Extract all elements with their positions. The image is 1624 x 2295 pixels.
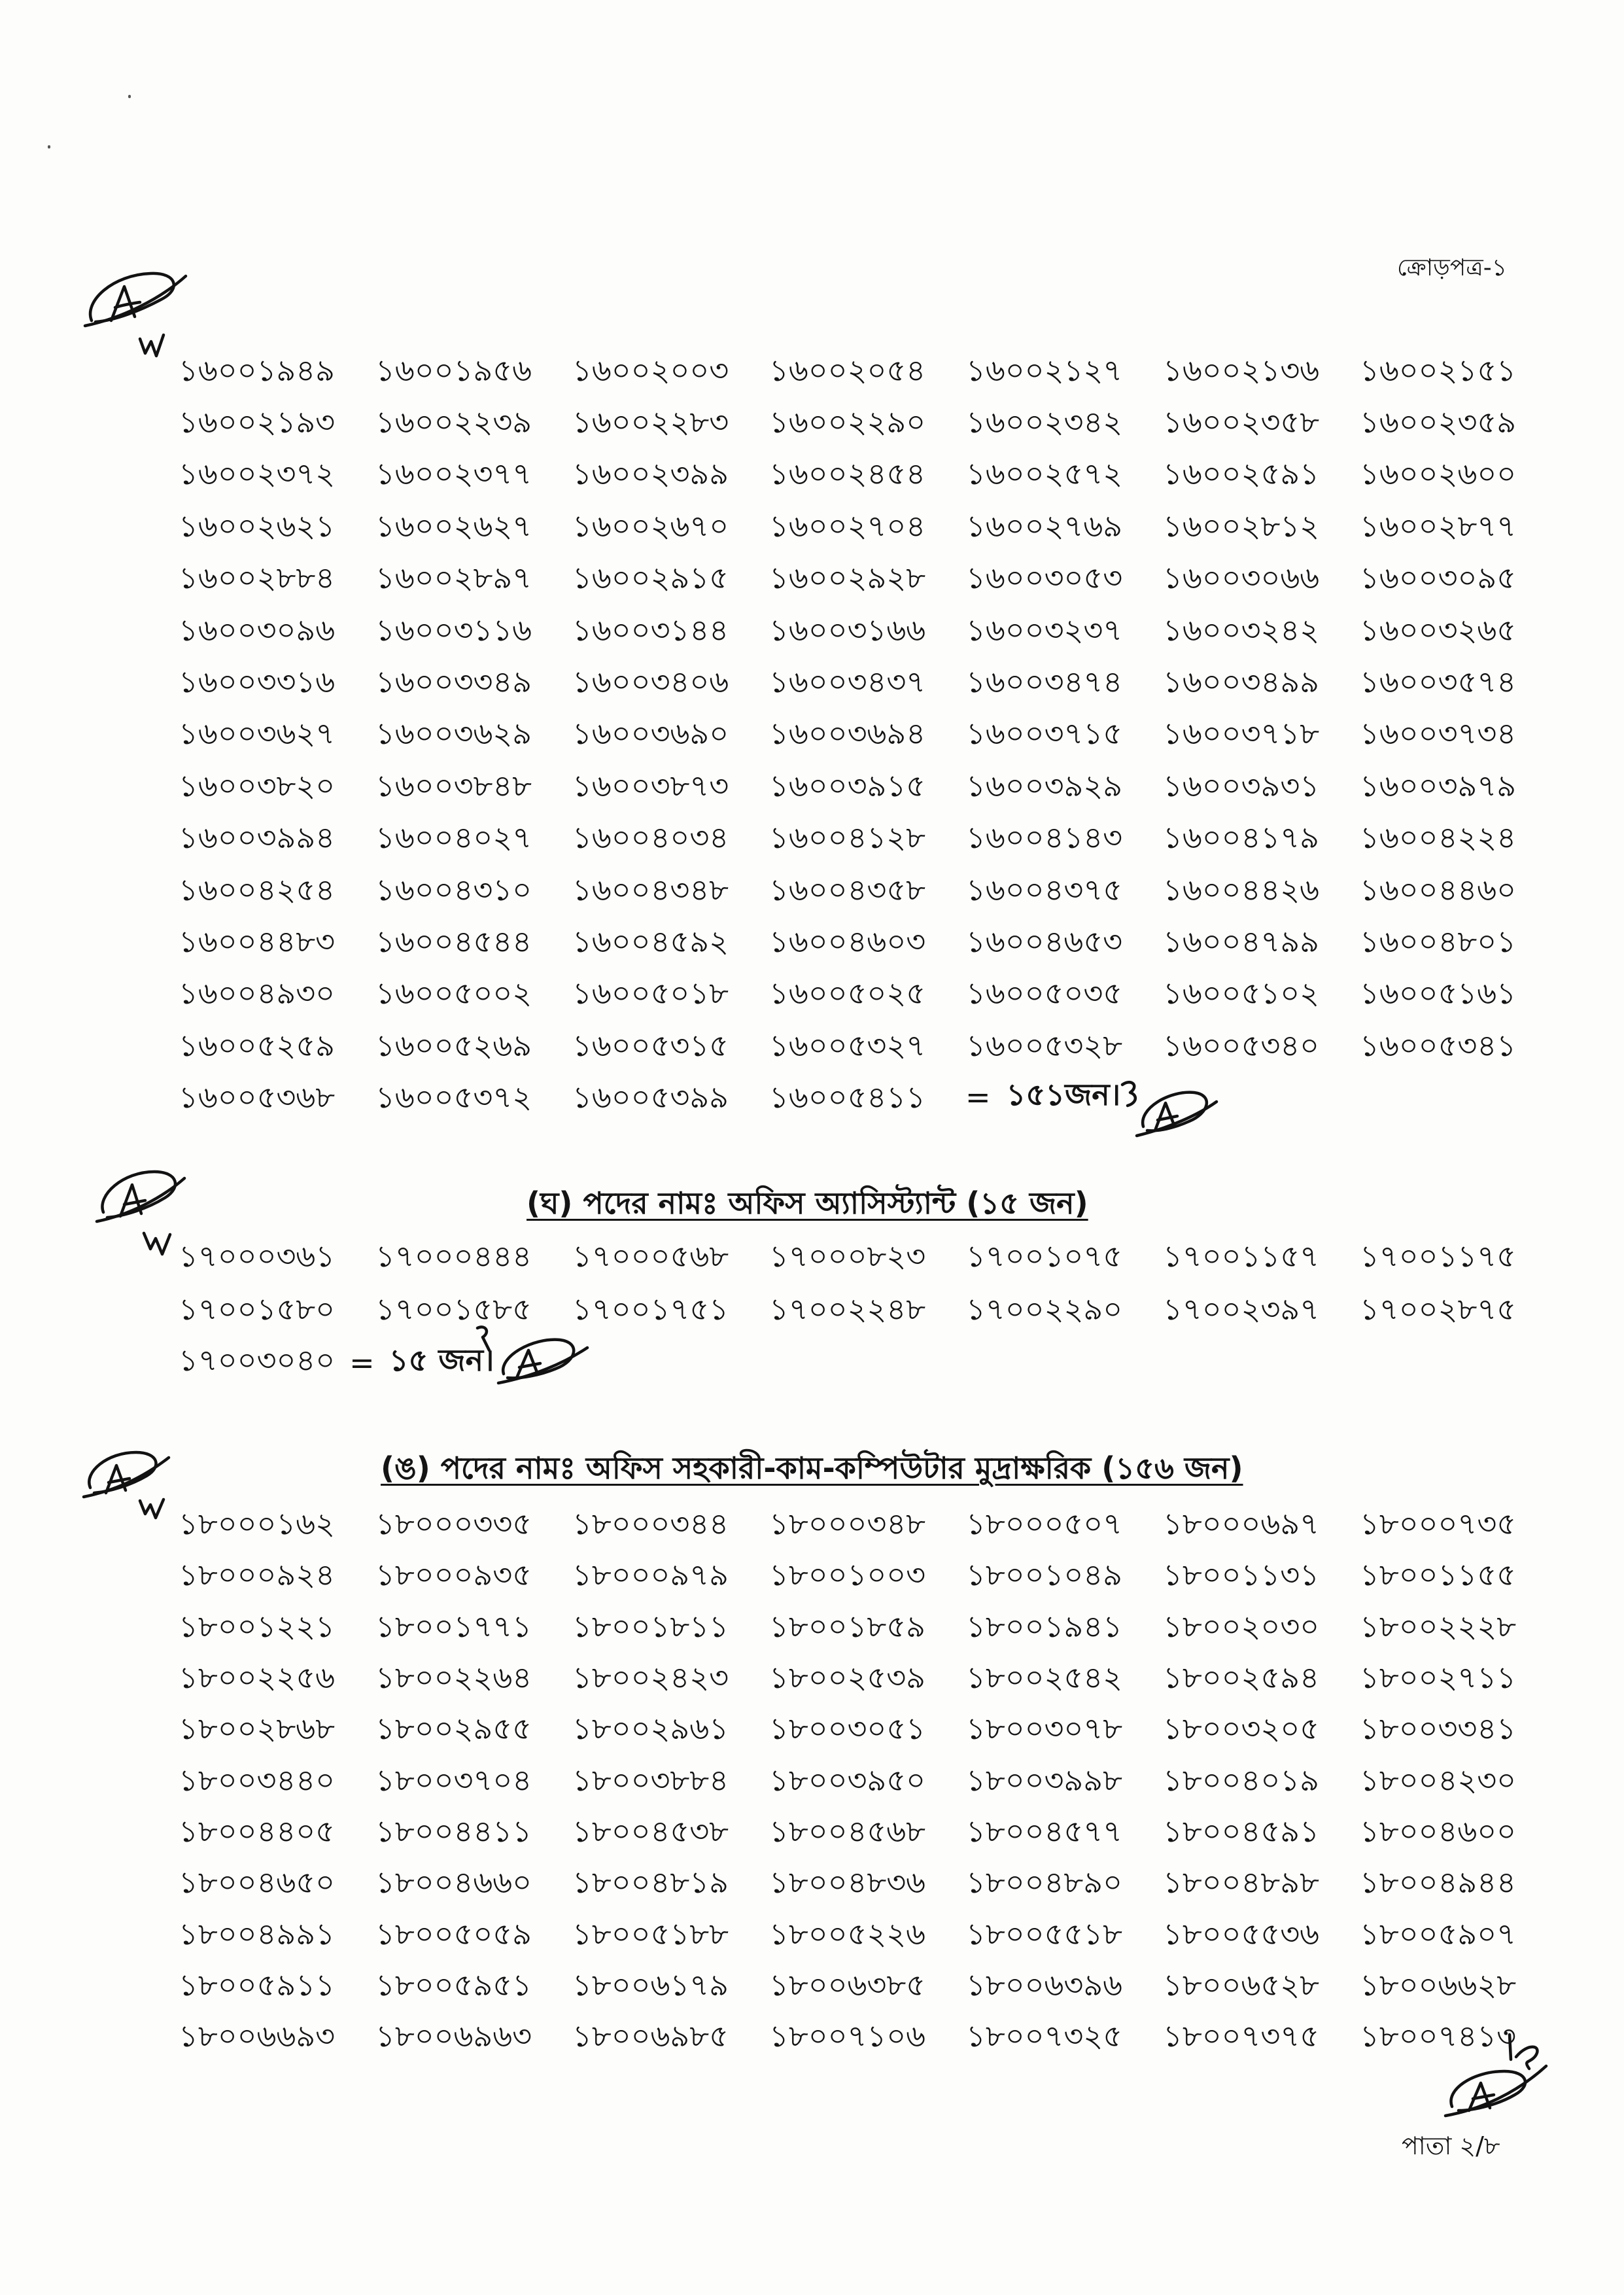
roll-number-list	[179, 1498, 1557, 2061]
roll-number: ১৬০০৩৪৭৪	[966, 664, 1123, 700]
roll-number: ১৬০০৩৭১৮	[1163, 716, 1320, 752]
roll-number-row	[179, 604, 1557, 656]
roll-number: ১৮০০১৮১১	[572, 1608, 729, 1644]
roll-number: ১৬০০২৮৮৪	[179, 560, 336, 596]
roll-number: ১৬০০৫৩৪১	[1360, 1027, 1517, 1063]
roll-number: ১৬০০৩০৫৩	[966, 560, 1123, 596]
roll-number: ১৮০০৪৬৬০	[375, 1865, 532, 1901]
roll-number-row	[179, 2010, 1557, 2061]
roll-number: ১৬০০৩২৩৭	[966, 612, 1123, 648]
roll-number: ১৬০০২২৩৯	[375, 404, 532, 440]
roll-number-row	[179, 915, 1557, 967]
roll-number-row	[179, 1908, 1557, 1959]
roll-number: ১৮০০২৪২৩	[572, 1660, 729, 1696]
roll-number: ১৮০০১০৪৯	[966, 1557, 1122, 1593]
roll-number: ১৮০০০৩৪৪	[572, 1506, 729, 1542]
roll-number: ১৮০০৫২২৬	[769, 1916, 926, 1952]
roll-number: ১৬০০৪৫৪৪	[375, 923, 532, 959]
roll-number-row	[179, 500, 1557, 552]
roll-number: ১৬০০৪৪৬০	[1360, 871, 1517, 907]
roll-number: ১৮০০৪৪০৫	[179, 1813, 335, 1849]
roll-number: ১৬০০৫৩১৫	[572, 1027, 729, 1063]
roll-number: ১৬০০২৬৭০	[572, 508, 729, 544]
roll-number-row	[179, 1549, 1557, 1600]
roll-number: ১৮০০২৫৯৪	[1163, 1660, 1319, 1696]
roll-number: ১৮০০০৭৩৫	[1360, 1506, 1517, 1542]
roll-number: ১৭০০১৫৮০	[179, 1291, 336, 1327]
roll-number: ১৬০০৪৩৭৫	[966, 871, 1123, 907]
roll-number-row	[179, 344, 1557, 396]
roll-number-list	[179, 1229, 1557, 1335]
roll-number: ১৮০০৬৬২৮	[1360, 1967, 1517, 2003]
roll-number: ১৬০০২৮৯৭	[375, 560, 532, 596]
roll-number-row	[179, 1806, 1557, 1857]
roll-number: ১৭০০২২৯০	[966, 1291, 1123, 1327]
roll-number: ১৬০০৪১২৮	[769, 820, 926, 856]
roll-number: ১৮০০৩৪৪০	[179, 1762, 336, 1798]
roll-number: ১৬০০৫৩২৮	[966, 1027, 1123, 1063]
roll-number: ১৬০০১৯৫৬	[375, 352, 532, 388]
equals-sign: =	[349, 1345, 375, 1380]
roll-number: ১৬০০৫১০২	[1163, 975, 1320, 1011]
roll-number-row	[179, 1071, 1557, 1123]
roll-number: ১৬০০২৬২৭	[375, 508, 532, 544]
roll-number: ১৬০০৩৯২৯	[966, 767, 1123, 803]
roll-number: ১৬০০৩২৪২	[1163, 612, 1320, 648]
roll-number: ১৭০০০৩৬১	[179, 1238, 336, 1274]
roll-number: ১৬০০৫৩৬৮	[179, 1079, 336, 1115]
roll-number: ১৮০০৪৬৫০	[179, 1865, 336, 1901]
roll-number: ১৭০০১১৫৭	[1163, 1238, 1320, 1274]
roll-number: ১৮০০১১৩১	[1163, 1557, 1319, 1593]
roll-number: ১৮০০৫৯৫১	[375, 1967, 532, 2003]
roll-number: ১৬০০২২৯০	[769, 404, 926, 440]
signature	[77, 1445, 182, 1526]
roll-number: ১৬০০২১৯৩	[179, 404, 336, 440]
roll-number: ১৬০০৩১৪৪	[572, 612, 729, 648]
roll-number-row	[179, 1857, 1557, 1908]
roll-number: ১৬০০২৩৫৯	[1360, 404, 1517, 440]
roll-number: ১৮০০২২২৮	[1360, 1608, 1517, 1644]
roll-number: ১৮০০৭৩৭৫	[1163, 2018, 1320, 2054]
roll-number: ১৭০০০৫৬৮	[572, 1238, 729, 1274]
roll-number-row	[179, 1754, 1557, 1805]
roll-number: ১৬০০৫০২৫	[769, 975, 926, 1011]
roll-number-row	[179, 708, 1557, 760]
roll-number: ১৮০০৪৮৯০	[966, 1865, 1122, 1901]
roll-number: ১৬০০৪৯৩০	[179, 975, 336, 1011]
page-number: পাতা ২/৮	[1402, 2131, 1500, 2160]
roll-number-row	[179, 656, 1557, 707]
section-total	[961, 1071, 1120, 1123]
roll-number: ১৮০০২৯৫৫	[375, 1711, 532, 1747]
roll-number: ১৬০০৫০১৮	[572, 975, 729, 1011]
section-closing-line	[179, 1337, 494, 1389]
section-heading: (ঙ) পদের নামঃ অফিস সহকারী-কাম-কম্পিউটার মুদ্রাক্ষরিক (১৫৬ জন)	[381, 1450, 1243, 1486]
roll-number: ১৮০০৫১৮৮	[572, 1916, 729, 1952]
roll-number-row	[179, 968, 1557, 1019]
roll-number: ১৮০০৬৬৯৩	[179, 2018, 336, 2054]
roll-number-row	[179, 760, 1557, 811]
roll-number-row	[179, 864, 1557, 915]
roll-number: ১৬০০২৩৯৯	[572, 456, 729, 492]
roll-number: ১৬০০৩২৬৫	[1360, 612, 1517, 648]
roll-number: ১৭০০১১৭৫	[1360, 1238, 1517, 1274]
roll-number: ১৬০০৫২৫৯	[179, 1027, 336, 1063]
roll-number: ১৮০০৩৭০৪	[375, 1762, 532, 1798]
roll-number: ১৬০০২৩৭৭	[375, 456, 532, 492]
roll-number: ১৬০০২৭৬৯	[966, 508, 1123, 544]
roll-number: ১৮০০৬৩৯৬	[966, 1967, 1123, 2003]
roll-number: ১৬০০৫০০২	[375, 975, 532, 1011]
roll-number: ১৬০০৩৩৪৯	[375, 664, 532, 700]
roll-number: ১৮০০১৮৫৯	[769, 1608, 925, 1644]
total-count: ১৫১জন।	[1006, 1077, 1121, 1112]
roll-number: ১৬০০৪২২৪	[1360, 820, 1517, 856]
roll-number-row	[179, 1282, 1557, 1335]
roll-number: ১৬০০৪১৪৩	[966, 820, 1123, 856]
roll-number: ১৬০০৩৮২০	[179, 767, 336, 803]
roll-number: ১৬০০৩৬২৯	[375, 716, 532, 752]
roll-number: ১৬০০২৮৭৭	[1360, 508, 1517, 544]
roll-number: ১৬০০৩৬২৭	[179, 716, 336, 752]
roll-number: ১৮০০২৭১১	[1360, 1660, 1517, 1696]
roll-number: ১৬০০৩০৯৬	[179, 612, 336, 648]
roll-number: ১৬০০৪২৫৪	[179, 871, 336, 907]
roll-number: ১৬০০৪০২৭	[375, 820, 532, 856]
roll-number: ১৮০০৬৫২৮	[1163, 1967, 1320, 2003]
roll-number: ১৬০০৪৩৪৮	[572, 871, 729, 907]
roll-number: ১৬০০৩৬৯০	[572, 716, 729, 752]
roll-number: ১৮০০৫৯১১	[179, 1967, 335, 2003]
annex-label: ক্রোড়পত্র-১	[1397, 254, 1508, 281]
roll-number: ১৮০০৭১০৬	[769, 2018, 926, 2054]
roll-number: ১৬০০২৭০৪	[769, 508, 926, 544]
roll-number: ১৬০০২৮১২	[1163, 508, 1320, 544]
roll-number: ১৮০০৬১৭৯	[572, 1967, 729, 2003]
roll-number: ১৬০০৩১৬৬	[769, 612, 926, 648]
roll-number: ১৬০০৫৩৯৯	[572, 1079, 729, 1115]
roll-number: ১৮০০১০০৩	[769, 1557, 926, 1593]
roll-number: ১৮০০০৬৯৭	[1163, 1506, 1320, 1542]
roll-number: ১৮০০২৫৩৯	[769, 1660, 926, 1696]
roll-number: ১৬০০৪৩৫৮	[769, 871, 926, 907]
roll-number: ১৬০০৩০৬৬	[1163, 560, 1320, 596]
roll-number: ১৬০০৩১১৬	[375, 612, 532, 648]
roll-number-row	[179, 448, 1557, 500]
roll-number-row	[179, 1703, 1557, 1754]
roll-number: ১৮০০৪৮১৯	[572, 1865, 729, 1901]
roll-number: ১৬০০২১৫১	[1360, 352, 1517, 388]
roll-number: ১৬০০৩০৯৫	[1360, 560, 1517, 596]
roll-number: ১৮০০৪৫৯১	[1163, 1813, 1319, 1849]
roll-number: ১৬০০৩৯৯৪	[179, 820, 336, 856]
roll-number: ১৮০০৫৫১৮	[966, 1916, 1122, 1952]
roll-number: ১৬০০৪৬৫৩	[966, 923, 1123, 959]
total-count: ১৫ জন।	[389, 1342, 494, 1378]
roll-number: ১৬০০৪৭৯৯	[1163, 923, 1320, 959]
roll-number: ১৮০০৩৩৪১	[1360, 1711, 1517, 1747]
roll-number: ১৬০০২৩৫৮	[1163, 404, 1320, 440]
roll-number: ১৭০০৩০৪০	[179, 1342, 336, 1378]
roll-number: ১৮০০৪৯৪৪	[1360, 1865, 1516, 1901]
roll-number: ১৬০০৪৫৯২	[572, 923, 729, 959]
roll-number: ১৬০০১৯৪৯	[179, 352, 335, 388]
roll-number: ১৮০০৬৯৮৫	[572, 2018, 729, 2054]
roll-number: ১৬০০২৬২১	[179, 508, 336, 544]
roll-number: ১৬০০২০৫৪	[769, 352, 926, 388]
roll-number: ১৬০০৪৪৮৩	[179, 923, 336, 959]
roll-number: ১৬০০২৩৪২	[966, 404, 1123, 440]
roll-number: ১৬০০৩৭৩৪	[1360, 716, 1517, 752]
roll-number: ১৮০০৩৮৮৪	[572, 1762, 729, 1798]
roll-number: ১৬০০৫৩৪০	[1163, 1027, 1320, 1063]
roll-number-row	[179, 552, 1557, 604]
roll-number: ১৬০০৩৪০৬	[572, 664, 729, 700]
scan-speck	[128, 95, 131, 98]
roll-number: ১৮০০৬৩৮৫	[769, 1967, 926, 2003]
roll-number: ১৬০০২৪৫৪	[769, 456, 926, 492]
roll-number: ১৮০০৪৯৯১	[179, 1916, 335, 1952]
roll-number: ১৬০০৩৫৭৪	[1360, 664, 1517, 700]
roll-number: ১৮০০৬৯৬৩	[375, 2018, 532, 2054]
roll-number: ১৬০০২৯১৫	[572, 560, 729, 596]
roll-number: ১৬০০৩৮৭৩	[572, 767, 729, 803]
roll-number: ১৬০০৩৯৭৯	[1360, 767, 1517, 803]
roll-number: ১৬০০২৫৯১	[1163, 456, 1320, 492]
roll-number: ১৮০০৩৯৯৮	[966, 1762, 1122, 1798]
roll-number: ১৬০০২৩৭২	[179, 456, 336, 492]
roll-number: ১৮০০৩০৭৮	[966, 1711, 1123, 1747]
roll-number: ১৮০০০৩৩৫	[375, 1506, 532, 1542]
roll-number: ১৬০০৩৩১৬	[179, 664, 336, 700]
section-heading: (ঘ) পদের নামঃ অফিস অ্যাসিস্ট্যান্ট (১৫ জন)	[527, 1185, 1088, 1221]
roll-number: ১৬০০৩৮৪৮	[375, 767, 532, 803]
signature	[1436, 2029, 1554, 2124]
signature	[77, 260, 188, 368]
roll-number: ১৬০০২১৩৬	[1163, 352, 1320, 388]
roll-number: ১৮০০২৫৪২	[966, 1660, 1123, 1696]
roll-number-row	[179, 1959, 1557, 2010]
roll-number-row	[179, 1229, 1557, 1282]
roll-number: ১৭০০০৪৪৪	[375, 1238, 532, 1274]
roll-number: ১৮০০১৭৭১	[375, 1608, 532, 1644]
roll-number: ১৬০০৪৮০১	[1360, 923, 1517, 959]
roll-number: ১৬০০৪০৩৪	[572, 820, 729, 856]
roll-number: ১৮০০৫৫৩৬	[1163, 1916, 1320, 1952]
roll-number: ১৮০০২২৬৪	[375, 1660, 532, 1696]
roll-number: ১৬০০২৫৭২	[966, 456, 1123, 492]
roll-number: ১৮০০৪৫৭৭	[966, 1813, 1123, 1849]
roll-number: ১৭০০২৮৭৫	[1360, 1291, 1517, 1327]
signature	[472, 1322, 590, 1387]
roll-number-row	[179, 1601, 1557, 1652]
roll-number-row	[179, 1652, 1557, 1703]
roll-number: ১৮০০০৯৩৫	[375, 1557, 532, 1593]
roll-number: ১৬০০২৬০০	[1360, 456, 1517, 492]
roll-number: ১৮০০০১৬২	[179, 1506, 336, 1542]
roll-number: ১৬০০৩৬৯৪	[769, 716, 926, 752]
roll-number: ১৬০০৩৭১৫	[966, 716, 1123, 752]
roll-number: ১৮০০৪৬০০	[1360, 1813, 1517, 1849]
roll-number: ১৮০০১৯৪১	[966, 1608, 1122, 1644]
roll-number: ১৮০০২৯৬১	[572, 1711, 729, 1747]
roll-number: ১৬০০৫৪১১	[769, 1079, 925, 1115]
roll-number: ১৮০০৭৪১৩	[1360, 2018, 1517, 2054]
roll-number-list	[179, 344, 1557, 1123]
roll-number: ১৭০০২৩৯৭	[1163, 1291, 1320, 1327]
roll-number: ১৭০০২২৪৮	[769, 1291, 926, 1327]
roll-number-row	[179, 1019, 1557, 1071]
equals-sign: =	[965, 1079, 991, 1115]
roll-number: ১৮০০৪৮৯৮	[1163, 1865, 1319, 1901]
scan-speck	[48, 145, 50, 149]
roll-number: ১৬০০২২৮৩	[572, 404, 729, 440]
roll-number: ১৬০০২০০৩	[572, 352, 729, 388]
roll-number: ১৬০০৩৯১৫	[769, 767, 926, 803]
roll-number: ১৬০০৫২৬৯	[375, 1027, 532, 1063]
roll-number-row	[179, 396, 1557, 447]
roll-number-row	[179, 1498, 1557, 1549]
roll-number: ১৮০০৪৫৬৮	[769, 1813, 925, 1849]
roll-number: ১৮০০০৩৪৮	[769, 1506, 926, 1542]
roll-number: ১৮০০৫০৫৯	[375, 1916, 532, 1952]
roll-number: ১৬০০৪৪২৬	[1163, 871, 1320, 907]
roll-number: ১৮০০২৮৬৮	[179, 1711, 336, 1747]
roll-number: ১৮০০৩২০৫	[1163, 1711, 1320, 1747]
roll-number: ১৭০০১৫৮৫	[375, 1291, 532, 1327]
roll-number: ১৭০০১৭৫১	[572, 1291, 729, 1327]
roll-number: ১৮০০১২২১	[179, 1608, 336, 1644]
roll-number: ১৬০০৫৩২৭	[769, 1027, 926, 1063]
roll-number: ১৬০০৩৪৩৭	[769, 664, 926, 700]
roll-number: ১৬০০৫৩৭২	[375, 1079, 532, 1115]
roll-number: ১৬০০৫০৩৫	[966, 975, 1123, 1011]
roll-number: ১৬০০২১২৭	[966, 352, 1123, 388]
roll-number: ১৮০০০৯৭৯	[572, 1557, 729, 1593]
roll-number: ১৮০০৩০৫১	[769, 1711, 926, 1747]
roll-number: ১৮০০৭৩২৫	[966, 2018, 1123, 2054]
roll-number: ১৮০০৪৪১১	[375, 1813, 532, 1849]
roll-number: ১৮০০০৯২৪	[179, 1557, 336, 1593]
roll-number: ১৭০০১০৭৫	[966, 1238, 1123, 1274]
roll-number: ১৮০০৪০১৯	[1163, 1762, 1319, 1798]
roll-number: ১৮০০৪২৩০	[1360, 1762, 1517, 1798]
roll-number: ১৮০০৩৯৫০	[769, 1762, 926, 1798]
signature	[92, 1161, 190, 1276]
roll-number: ১৬০০৩৪৯৯	[1163, 664, 1320, 700]
roll-number: ১৮০০২০৩০	[1163, 1608, 1320, 1644]
roll-number: ১৬০০৪৬০৩	[769, 923, 926, 959]
roll-number: ১৮০০২২৫৬	[179, 1660, 336, 1696]
roll-number: ১৮০০৪৫৩৮	[572, 1813, 729, 1849]
roll-number: ১৬০০৪৩১০	[375, 871, 532, 907]
roll-number: ১৬০০৩৯৩১	[1163, 767, 1320, 803]
signature	[1117, 1073, 1218, 1138]
roll-number: ১৬০০৪১৭৯	[1163, 820, 1320, 856]
roll-number-row	[179, 812, 1557, 864]
roll-number: ১৮০০৪৮৩৬	[769, 1865, 926, 1901]
roll-number: ১৮০০০৫০৭	[966, 1506, 1123, 1542]
roll-number: ১৬০০৫১৬১	[1360, 975, 1517, 1011]
roll-number: ১৭০০০৮২৩	[769, 1238, 926, 1274]
roll-number: ১৮০০১১৫৫	[1360, 1557, 1516, 1593]
roll-number: ১৬০০২৯২৮	[769, 560, 926, 596]
roll-number: ১৮০০৫৯০৭	[1360, 1916, 1517, 1952]
